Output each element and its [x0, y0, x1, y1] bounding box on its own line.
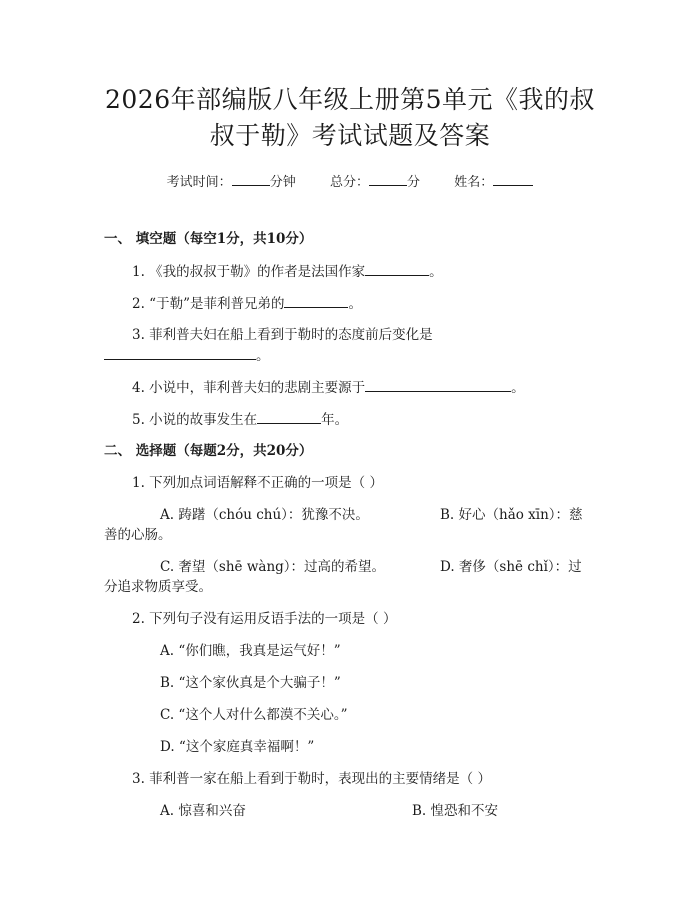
- choice-q3-stem: 3. 菲利普一家在船上看到于勒时，表现出的主要情绪是（ ）: [132, 771, 491, 787]
- section2-heading: 二、 选择题（每题2分，共20分）: [104, 443, 313, 459]
- choice-q2-option-c[interactable]: C. “这个人对什么都漠不关心。”: [160, 707, 348, 723]
- fill-q5-text: 5. 小说的故事发生在: [132, 412, 258, 428]
- fill-q4-end: 。: [511, 380, 525, 396]
- time-label: 考试时间：: [166, 175, 232, 190]
- title-line-2: 叔于勒》考试试题及答案: [209, 121, 491, 150]
- time-blank[interactable]: [232, 172, 270, 186]
- name-blank[interactable]: [493, 172, 533, 186]
- choice-q2-option-d[interactable]: D. “这个家庭真幸福啊！”: [160, 739, 315, 755]
- fill-q3-text: 3. 菲利普夫妇在船上看到于勒时的态度前后变化是: [132, 327, 433, 343]
- section1-heading: 一、 填空题（每空1分，共10分）: [104, 231, 313, 247]
- choice-q1-option-b-cont: 善的心肠。: [104, 527, 172, 543]
- fill-question-4: [132, 378, 525, 397]
- time-unit: 分钟: [269, 175, 296, 190]
- fill-question-1: [132, 262, 443, 281]
- fill-q2-text: 2. “于勒”是菲利普兄弟的: [132, 296, 285, 312]
- score-blank[interactable]: [369, 172, 407, 186]
- choice-q2-stem: 2. 下列句子没有运用反语手法的一项是（ ）: [132, 611, 397, 627]
- choice-q1-stem: 1. 下列加点词语解释不正确的一项是（ ）: [132, 475, 383, 491]
- fill-q5-end: 年。: [321, 412, 349, 428]
- choice-q1-option-d[interactable]: D. 奢侈（shē chǐ）：过: [440, 559, 582, 575]
- fill-q1-end: 。: [429, 264, 443, 280]
- choice-q2-option-a[interactable]: A. “你们瞧，我真是运气好！”: [160, 643, 341, 659]
- score-unit: 分: [407, 175, 421, 190]
- name-label: 姓名：: [454, 175, 494, 190]
- fill-q2-end: 。: [348, 296, 362, 312]
- fill-q5-blank[interactable]: [257, 410, 321, 424]
- exam-title: [60, 82, 640, 154]
- fill-q3-blank[interactable]: [104, 346, 256, 360]
- fill-q1-text: 1. 《我的叔叔于勒》的作者是法国作家: [132, 264, 366, 280]
- choice-q2-option-b[interactable]: B. “这个家伙真是个大骗子！”: [160, 675, 341, 691]
- choice-q1-option-c[interactable]: C. 奢望（shē wàng）：过高的希望。: [160, 559, 386, 575]
- fill-question-2: [132, 294, 362, 313]
- fill-q4-text: 4. 小说中，菲利普夫妇的悲剧主要源于: [132, 380, 366, 396]
- choice-q3-option-a[interactable]: A. 惊喜和兴奋: [160, 803, 246, 819]
- fill-q2-blank[interactable]: [284, 294, 348, 308]
- fill-question-5: [132, 410, 348, 429]
- choice-q1-option-d-cont: 分追求物质享受。: [104, 579, 212, 595]
- choice-q3-option-b[interactable]: B. 惶恐和不安: [412, 803, 499, 819]
- choice-q1-option-a[interactable]: A. 踌躇（chóu chú）：犹豫不决。: [160, 507, 369, 523]
- fill-q1-blank[interactable]: [365, 262, 429, 276]
- score-label: 总分：: [329, 175, 369, 190]
- fill-q4-blank[interactable]: [365, 378, 511, 392]
- title-line-1: 2026年部编版八年级上册第5单元《我的叔: [104, 85, 596, 114]
- fill-q3-end: 。: [256, 348, 270, 364]
- fill-question-3-cont: [104, 346, 270, 365]
- exam-info-row: [0, 171, 700, 190]
- choice-q1-option-b[interactable]: B. 好心（hǎo xīn）：慈: [440, 507, 583, 523]
